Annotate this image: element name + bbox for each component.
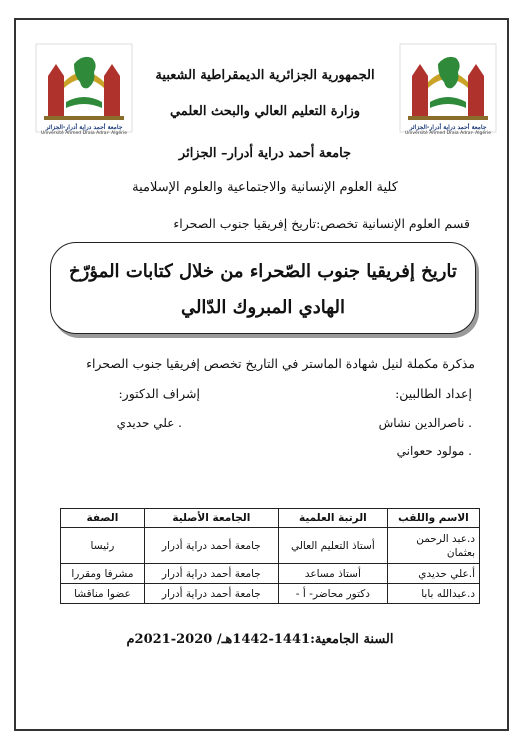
supervisor-label: إشراف الدكتور: <box>118 386 200 401</box>
faculty-heading: كلية العلوم الإنسانية والاجتماعية والعلوم الإسلامية <box>132 180 398 195</box>
university-logo-icon <box>34 42 134 134</box>
jury-header-university: الجامعة الأصلية <box>144 509 278 528</box>
jury-cell-rank: دكتور محاضر- أ - <box>278 584 387 604</box>
thesis-title-line-1: تاريخ إفريقيا جنوب الصّحراء من خلال كتابات المؤرّخ <box>69 261 457 282</box>
student-name-2: . مولود حعواني <box>396 444 472 458</box>
jury-cell-name: د.عبد الرحمن بعثمان <box>387 528 479 564</box>
jury-cell-university: جامعة أحمد دراية أدرار <box>144 528 278 564</box>
thesis-title-line-2: الهادي المبروك الدّالي <box>180 297 346 318</box>
logo-left-latin-text: Université Ahmed Draia Adrar- Algérie <box>40 131 128 136</box>
jury-cell-role: رئيسا <box>61 528 145 564</box>
logo-right-arabic-text: جامعة أحمد دراية أدرار-الجزائر <box>409 124 487 131</box>
table-row <box>61 528 480 564</box>
university-logo-left <box>34 42 134 134</box>
republic-heading: الجمهورية الجزائرية الديمقراطية الشعبية <box>155 68 375 83</box>
students-label: إعداد الطالبين: <box>395 386 472 401</box>
university-logo-icon <box>398 42 498 134</box>
jury-cell-name: د.عبدالله بابا <box>387 584 479 604</box>
jury-cell-name: أ.علي حديدي <box>387 564 479 584</box>
jury-table <box>60 508 480 604</box>
thesis-subtitle: مذكرة مكملة لنيل شهادة الماستر في التاريخ تخصص إفريقيا جنوب الصحراء <box>86 356 475 371</box>
jury-cell-role: عضوا مناقشا <box>61 584 145 604</box>
ministry-heading: وزارة التعليم العالي والبحث العلمي <box>169 104 361 119</box>
jury-cell-university: جامعة أحمد دراية أدرار <box>144 564 278 584</box>
thesis-title-box <box>50 242 476 334</box>
jury-cell-role: مشرفا ومقررا <box>61 564 145 584</box>
jury-cell-rank: أستاذ مساعد <box>278 564 387 584</box>
department-heading: قسم العلوم الإنسانية تخصص:تاريخ إفريقيا جنوب الصحراء <box>173 216 470 231</box>
jury-header-name: الاسم واللقب <box>387 509 479 528</box>
jury-cell-rank: أستاذ التعليم العالي <box>278 528 387 564</box>
jury-table-header-row <box>61 509 480 528</box>
logo-right-latin-text: Université Ahmed Draia Adrar- Algérie <box>404 131 492 136</box>
jury-header-role: الصفة <box>61 509 145 528</box>
student-name-1: . ناصرالدين نشاش <box>378 416 472 430</box>
logo-left-arabic-text: جامعة أحمد دراية أدرار-الجزائر <box>45 124 123 131</box>
jury-cell-university: جامعة أحمد دراية أدرار <box>144 584 278 604</box>
academic-year: السنة الجامعية:1441-1442هـ/ 2020-2021م <box>126 632 394 647</box>
supervisor-name: . علي حديدي <box>116 416 182 430</box>
table-row <box>61 564 480 584</box>
university-heading: جامعة أحمد دراية أدرار– الجزائر <box>178 146 352 161</box>
university-logo-right <box>398 42 498 134</box>
table-row <box>61 584 480 604</box>
jury-header-rank: الرتبة العلمية <box>278 509 387 528</box>
